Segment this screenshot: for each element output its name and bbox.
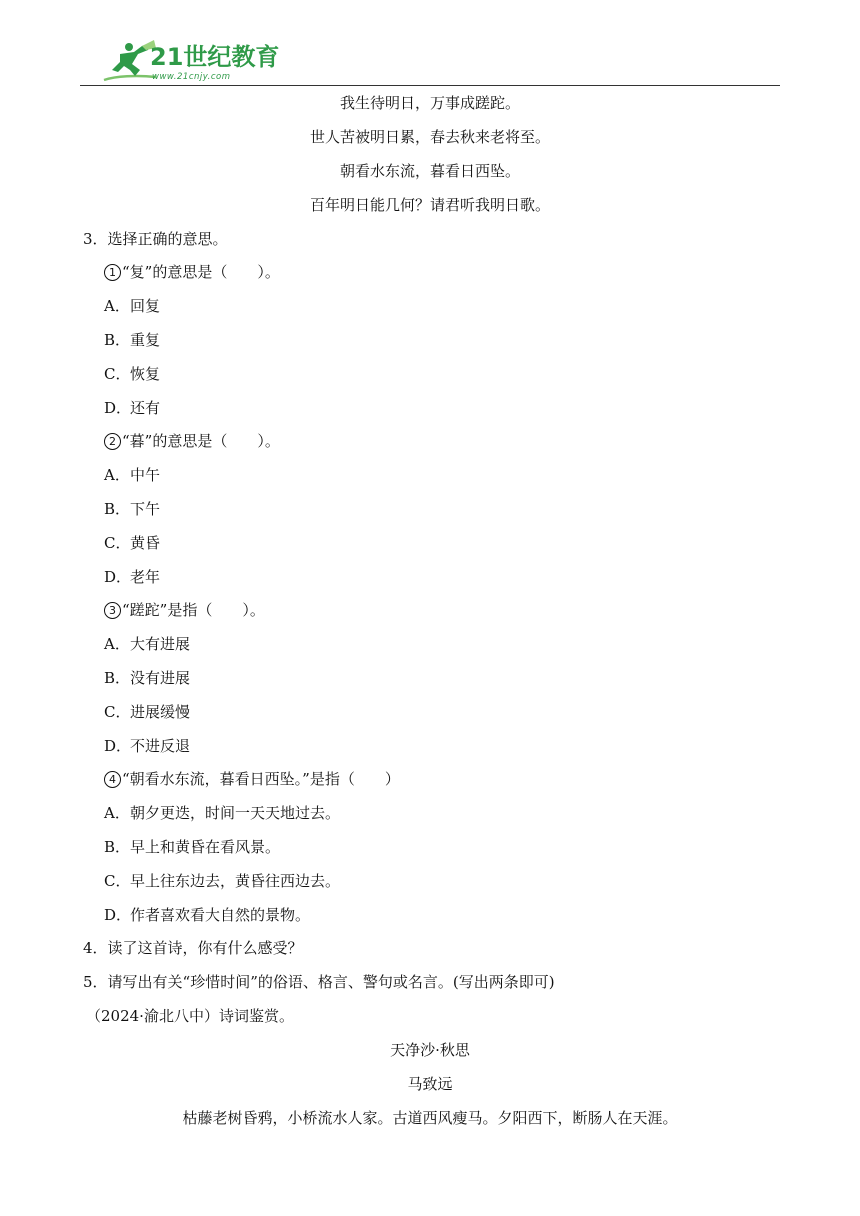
- option-letter: B．: [104, 838, 131, 856]
- option-letter: D．: [104, 906, 132, 924]
- option-item[interactable]: [104, 330, 160, 350]
- option-text: 中午: [130, 466, 161, 484]
- logo-subtitle: www.21cnjy.com: [152, 72, 231, 82]
- poem-line: 朝看水东流，暮看日西坠。: [339, 162, 520, 180]
- option-item[interactable]: [104, 533, 160, 553]
- logo-title: 21世纪教育: [150, 43, 280, 71]
- option-item[interactable]: [104, 702, 190, 722]
- option-text: 回复: [130, 297, 161, 315]
- sub-question-stem: “暮”的意思是（ ）。: [122, 432, 280, 450]
- circled-number: 2: [104, 433, 121, 450]
- option-letter: C．: [104, 534, 131, 552]
- option-text: 进展缓慢: [130, 703, 191, 721]
- option-text: 大有进展: [130, 635, 191, 653]
- option-item[interactable]: [104, 803, 340, 823]
- option-text: 作者喜欢看大自然的景物。: [130, 906, 311, 924]
- option-letter: C．: [104, 365, 131, 383]
- sub-question-4: [104, 769, 400, 789]
- option-letter: A．: [104, 466, 130, 484]
- option-item[interactable]: [104, 668, 190, 688]
- option-item[interactable]: [104, 364, 160, 384]
- question-5: 5．请写出有关“珍惜时间”的俗语、格言、警句或名言。(写出两条即可): [83, 973, 555, 991]
- poem-line: 世人苦被明日累，春去秋来老将至。: [309, 128, 550, 146]
- question-3-title: 3．选择正确的意思。: [83, 230, 228, 248]
- poem-line: 百年明日能几何？请君听我明日歌。: [309, 196, 550, 214]
- option-text: 朝夕更迭，时间一天天地过去。: [130, 804, 341, 822]
- option-text: 黄昏: [130, 534, 161, 552]
- option-text: 不进反退: [130, 737, 191, 755]
- option-letter: C．: [104, 872, 131, 890]
- circled-number: 3: [104, 602, 121, 619]
- circled-number: 4: [104, 771, 121, 788]
- option-item[interactable]: [104, 736, 190, 756]
- option-item[interactable]: [104, 465, 160, 485]
- sub-question-stem: “朝看水东流，暮看日西坠。”是指（ ）: [122, 770, 400, 788]
- option-text: 早上往东边去，黄昏往西边去。: [130, 872, 341, 890]
- option-text: 早上和黄昏在看风景。: [130, 838, 281, 856]
- option-letter: D．: [104, 399, 132, 417]
- option-item[interactable]: [104, 837, 280, 857]
- page-header: [0, 0, 860, 90]
- option-item[interactable]: [104, 905, 310, 925]
- option-letter: C．: [104, 703, 131, 721]
- option-letter: B．: [104, 669, 131, 687]
- option-text: 下午: [130, 500, 161, 518]
- circled-number: 1: [104, 264, 121, 281]
- poem-line: 我生待明日，万事成蹉跎。: [339, 94, 520, 112]
- option-item[interactable]: [104, 871, 340, 891]
- option-letter: B．: [104, 331, 131, 349]
- option-letter: D．: [104, 737, 132, 755]
- option-item[interactable]: [104, 499, 160, 519]
- option-text: 老年: [130, 568, 161, 586]
- option-item[interactable]: [104, 567, 160, 587]
- option-letter: A．: [104, 804, 130, 822]
- poem-title: 天净沙·秋思: [390, 1041, 470, 1059]
- option-item[interactable]: [104, 634, 190, 654]
- option-letter: A．: [104, 635, 130, 653]
- poem-author: 马致远: [407, 1075, 453, 1093]
- logo: [102, 40, 280, 84]
- sub-question-3: [104, 600, 265, 620]
- option-letter: D．: [104, 568, 132, 586]
- sub-question-2: [104, 431, 280, 451]
- question-4: 4．读了这首诗，你有什么感受？: [83, 939, 303, 957]
- header-divider: [80, 85, 780, 86]
- sub-question-stem: “复”的意思是（ ）。: [122, 263, 280, 281]
- section-intro: （2024·渝北八中）诗词鉴赏。: [86, 1007, 294, 1025]
- option-text: 重复: [130, 331, 161, 349]
- sub-question-stem: “蹉跎”是指（ ）。: [122, 601, 265, 619]
- option-item[interactable]: [104, 296, 160, 316]
- sub-question-1: [104, 262, 280, 282]
- poem-body: 枯藤老树昏鸦，小桥流水人家。古道西风瘦马。夕阳西下，断肠人在天涯。: [182, 1109, 678, 1127]
- option-text: 没有进展: [130, 669, 191, 687]
- option-letter: A．: [104, 297, 130, 315]
- option-item[interactable]: [104, 398, 160, 418]
- option-text: 恢复: [130, 365, 161, 383]
- option-text: 还有: [130, 399, 161, 417]
- option-letter: B．: [104, 500, 131, 518]
